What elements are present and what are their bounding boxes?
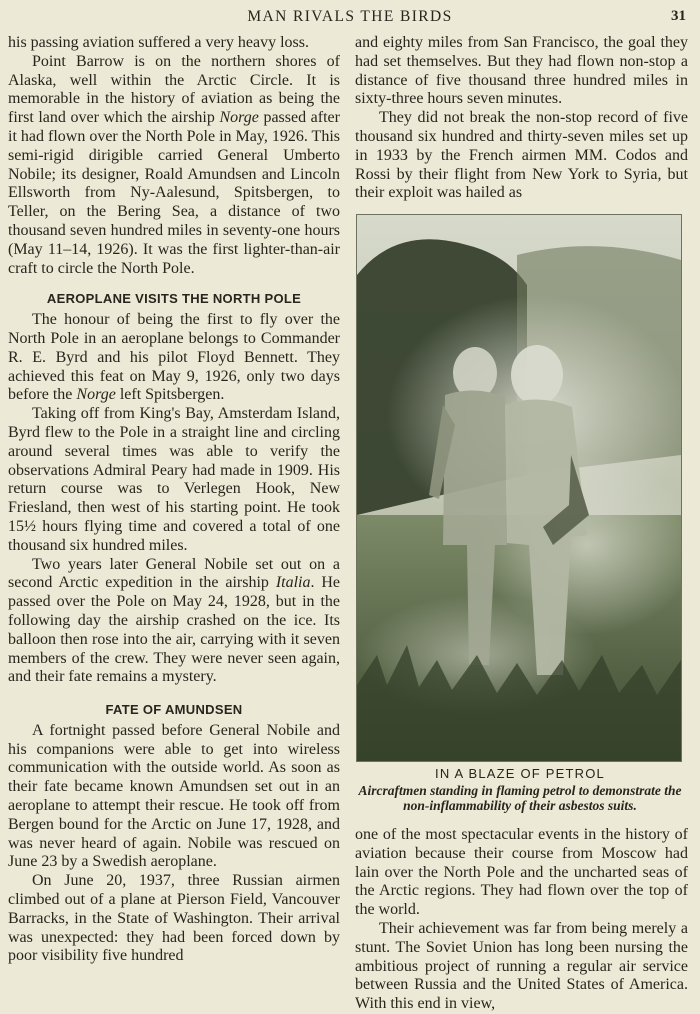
left-column <box>8 34 340 966</box>
paragraph: Two years later General Nobile set out on a second Arctic expedition in the airship Italia. He passed over the Pole on May 24, 1928, but in the following day the airship crashed on the ice. Its balloon then rose into the air, carrying with it seven members of the crew. They were never seen again, and their fate remains a mystery. <box>8 555 341 686</box>
paragraph: On June 20, 1937, three Russian airmen climbed out of a plane at Pierson Field, Vancouver Barracks, in the State of Washington. Their arrival was unexpected: they had been forced down by poor visibility five hundred <box>8 872 340 965</box>
paragraph: one of the most spectacular events in the history of aviation because their course from Moscow had lain over the North Pole and the uncharted seas of the Arctic regions. They had flown over the top of the world. <box>355 826 688 919</box>
paragraph: A fortnight passed before General Nobile and his companions were able to get into wireless communication with the outside world. As soon as their fate became known Amundsen set out in an aeroplane to attempt their rescue. He took off from Bergen bound for the Arctic on June 17, 1928, and was never heard of again. Nobile was rescued on June 23 by a Swedish aeroplane. <box>8 721 340 871</box>
figure-caption <box>350 766 690 813</box>
paragraph: They did not break the non-stop record of five thousand six hundred and thirty-seven miles set up in 1933 by the French airmen MM. Codos and Rossi by their flight from New York to Syria, but their exploit was hailed as <box>355 109 688 202</box>
airship-name: Norge <box>219 109 259 127</box>
paragraph: his passing aviation suffered a very heavy loss. <box>8 34 309 51</box>
paragraph: Taking off from King's Bay, Amsterdam Island, Byrd flew to the Pole in a straight line and circling around several times was able to verify the observations Admiral Peary had made in 1909. His return course was to Verlegen Hook, New Friesland, then west of his starting point. He took 15½ hours flying time and covered a total of one thousand six hundred miles. <box>8 405 340 554</box>
paragraph: Point Barrow is on the northern shores of Alaska, well within the Arctic Circle. It is memorable in the history of aviation as being the first land over which the airship Norge passed after it had flown over the North Pole in May, 1926. This semi-rigid dirigible carried General Umberto Nobile; its designer, Roald Amundsen and Lincoln Ellsworth from Ny-Aalesund, Spitsbergen, to Teller, on the Bering Sea, a distance of two thousand seven hundred miles in seventy-one hours (May 11–14, 1926). It was the first lighter-than-air craft to circle the North Pole. <box>8 52 340 277</box>
airship-name: Norge <box>76 386 116 404</box>
page-header <box>0 8 700 28</box>
section-heading: FATE OF AMUNDSEN <box>105 702 243 718</box>
right-column-bottom <box>355 826 688 1014</box>
photograph <box>356 214 682 762</box>
airship-name: Italia <box>275 574 311 592</box>
right-column-top <box>355 34 688 203</box>
caption-title: IN A BLAZE OF PETROL <box>435 766 605 781</box>
caption-text: Aircraftmen standing in flaming petrol to demonstrate the non-inflammability of their asbestos suits. <box>358 783 682 813</box>
page-number: 31 <box>671 8 686 24</box>
running-title: MAN RIVALS THE BIRDS <box>247 8 453 25</box>
photo-illustration <box>357 215 681 761</box>
paragraph: and eighty miles from San Francisco, the goal they had set themselves. But they had flown non-stop a distance of five thousand three hundred miles in sixty-three hours seven minutes. <box>355 34 688 108</box>
paragraph: Their achievement was far from being merely a stunt. The Soviet Union has long been nursing the ambitious project of running a regular air service between Russia and the United States of America. With this end in view, <box>355 919 688 1013</box>
paragraph: The honour of being the first to fly over the North Pole in an aeroplane belongs to Commander R. E. Byrd and his pilot Floyd Bennett. They achieved this feat on May 9, 1926, only two days before the Norge left Spitsbergen. <box>8 311 340 404</box>
section-heading: AEROPLANE VISITS THE NORTH POLE <box>46 291 302 307</box>
